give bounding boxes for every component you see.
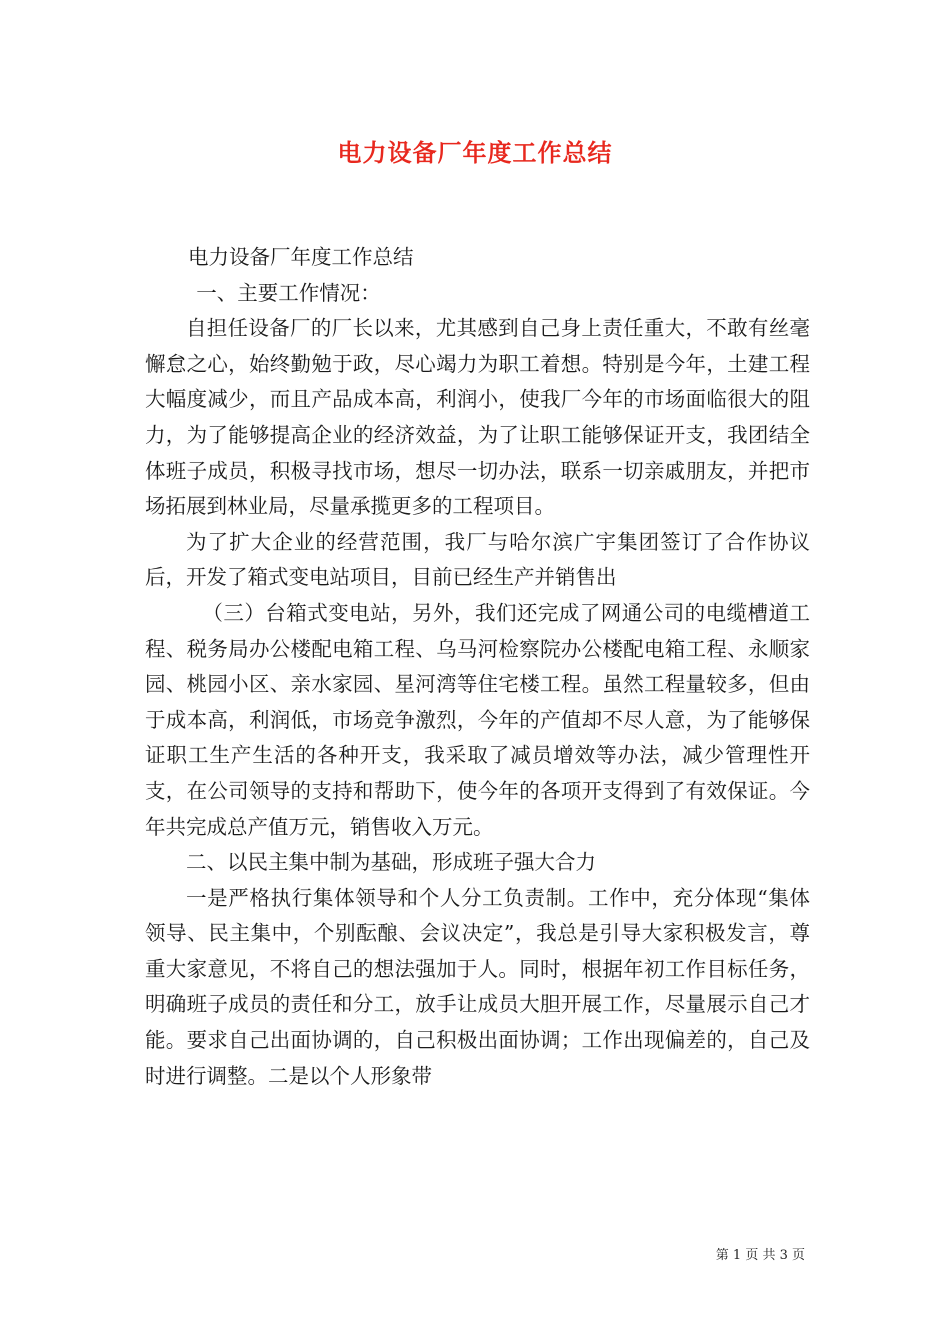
paragraph: 自担任设备厂的厂长以来，尤其感到自己身上责任重大，不敢有丝毫懈怠之心，始终勤勉于政，尽心竭力为职工着想。特别是今年，土建工程大幅度减少，而且产品成本高，利润小，使我厂今年的市场面临很大的阻力，为了能够提高企业的经济效益，为了让职工能够保证开支，我团结全体班子成员，积极寻找市场，想尽一切办法，联系一切亲戚朋友，并把市场拓展到林业局，尽量承揽更多的工程项目。 <box>145 316 810 519</box>
paragraph: 一是严格执行集体领导和个人分工负责制。工作中，充分体现“集体领导、民主集中，个别酝酿、会议决定”，我总是引导大家积极发言，尊重大家意见，不将自己的想法强加于人。同时，根据年初工作目标任务，明确班子成员的责任和分工，放手让成员大胆开展工作，尽量展示自己才能。要求自己出面协调的，自己积极出面协调；工作出现偏差的，自己及时进行调整。二是以个人形象带 <box>145 885 810 1088</box>
section-heading-2: 二、以民主集中制为基础，形成班子强大合力 <box>186 850 596 875</box>
paragraph: 为了扩大企业的经营范围，我厂与哈尔滨广宇集团签订了合作协议后，开发了箱式变电站项目，目前已经生产并销售出 <box>145 529 810 590</box>
paragraph: （三）台箱式变电站，另外，我们还完成了网通公司的电缆槽道工程、税务局办公楼配电箱工程、乌马河检察院办公楼配电箱工程、永顺家园、桃园小区、亲水家园、星河湾等住宅楼工程。虽然工程量较多，但由于成本高，利润低，市场竞争激烈，今年的产值却不尽人意，为了能够保证职工生产生活的各种开支，我采取了减员增效等办法，减少管理性开支，在公司领导的支持和帮助下，使今年的各项开支得到了有效保证。今年共完成总产值万元，销售收入万元。 <box>145 600 810 839</box>
body-heading: 电力设备厂年度工作总结 <box>188 245 414 269</box>
page-footer: 第 1 页 共 3 页 <box>715 1248 805 1263</box>
document-title: 电力设备厂年度工作总结 <box>337 138 613 167</box>
document-body <box>145 240 810 1094</box>
section-heading-1: 一、主要工作情况： <box>196 280 381 305</box>
